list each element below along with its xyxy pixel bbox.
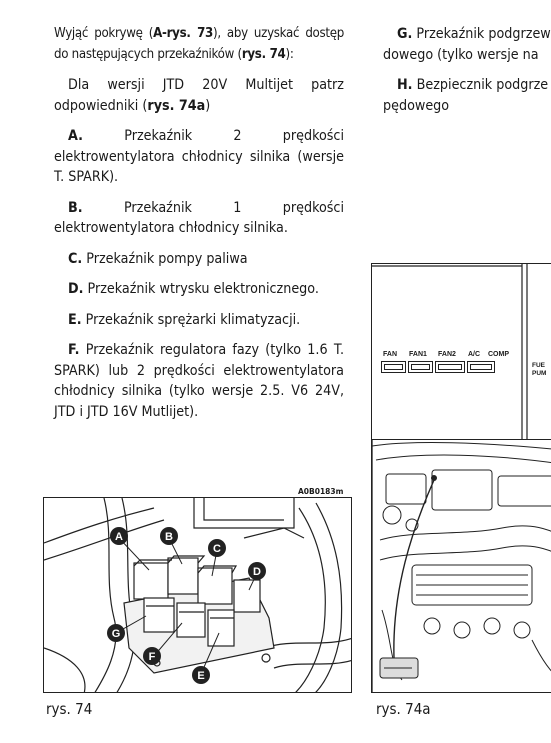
callout-d: D [253,566,261,578]
engine-bay-svg [372,440,551,693]
item-letter: E. [68,311,82,328]
callout-e: E [197,670,205,682]
item-text: Przekaźnik wtrysku elektronicznego. [87,281,319,297]
item-letter: C. [68,250,83,267]
engine-bay-drawing [372,440,551,693]
item-text: Przekaźnik sprężarki klimatyzacji. [85,311,301,328]
item-letter: G. [397,26,413,42]
jtd-note-end: ) [205,97,211,114]
jtd-note [54,75,344,116]
relay-slot-ac-comp [467,361,495,373]
callout-g: G [111,628,121,640]
intro-text-3: ): [285,46,294,62]
figure-74-caption: rys. 74 [46,700,93,718]
jtd-note-ref: rys. 74a [147,97,206,114]
item-text-line1: Bezpiecznik podgrze [416,77,549,93]
relay-item-a [54,126,344,188]
callout-c: C [213,543,221,555]
callout-b: B [165,531,173,543]
relay-item-c [54,249,344,270]
item-letter: F. [68,342,80,358]
fuel-label-line1: FUE [532,362,545,369]
item-letter: A. [68,128,83,144]
jtd-note-text: Dla wersji JTD 20V Multijet patrz odpowiedniki ( [54,77,344,114]
relay-item-d [54,279,344,300]
relay-drawing [44,498,352,693]
relay-slot-fan [381,361,406,373]
intro-ref-fig73: A-rys. 73 [153,26,213,41]
item-letter: D. [68,281,84,297]
right-column [383,24,551,126]
callout-f: F [148,651,156,663]
fuse-label-ac: A/C [468,351,481,358]
fuse-label-fan1: FAN1 [409,351,427,358]
item-text: Przekaźnik pompy paliwa [86,250,248,267]
item-letter: B. [68,199,83,216]
fuse-label-comp: COMP [488,351,509,358]
intro-paragraph [54,24,344,65]
relay-item-f [54,340,344,422]
relay-slot-fan1 [408,361,433,373]
fuse-label-fan2: FAN2 [438,351,456,358]
fuse-panel [372,264,551,440]
intro-text-2: ), aby uzyskać dostęp do następujących przekaźników ( [54,26,344,62]
figure-74a-illustration [371,263,551,693]
relay-item-g [383,24,551,65]
figure-74a-caption: rys. 74a [376,700,431,718]
item-text: Przekaźnik regulatora fazy (tylko 1.6 T. SPARK) lub 2 prędkości elektrowentylatora chłodnicy silnika (tylko wersje 2.5. V6 24V, JTD i JTD 16V Mutlijet). [54,342,344,420]
intro-text-1: Wyjąć pokrywę ( [54,26,154,41]
fuel-label-line2: PUM [532,370,547,377]
relay-item-b [54,198,344,239]
fuse-item-h [383,75,551,116]
fuse-label-fan: FAN [383,351,397,358]
item-text-line1: Przekaźnik podgrzew [416,26,551,42]
item-text: Przekaźnik 2 prędkości elektrowentylatora chłodnicy silnika (wersje T. SPARK). [54,128,344,185]
relay-slot-fan2 [435,361,465,373]
figure-code: A0B0183m [298,487,344,496]
callout-a: A [115,531,123,543]
relay-item-e [54,310,344,331]
item-text: Przekaźnik 1 prędkości elektrowentylatora chłodnicy silnika. [54,199,344,236]
fuel-pump-label [532,362,546,378]
item-letter: H. [397,77,413,93]
intro-ref-fig74: rys. 74 [241,46,286,62]
fuse-panel-frame [372,264,551,439]
figure-74-relay-illustration [43,497,352,693]
left-column [54,24,344,432]
item-text-line2: dowego (tylko wersje na [383,46,539,63]
item-text-line2: pędowego [383,97,450,114]
